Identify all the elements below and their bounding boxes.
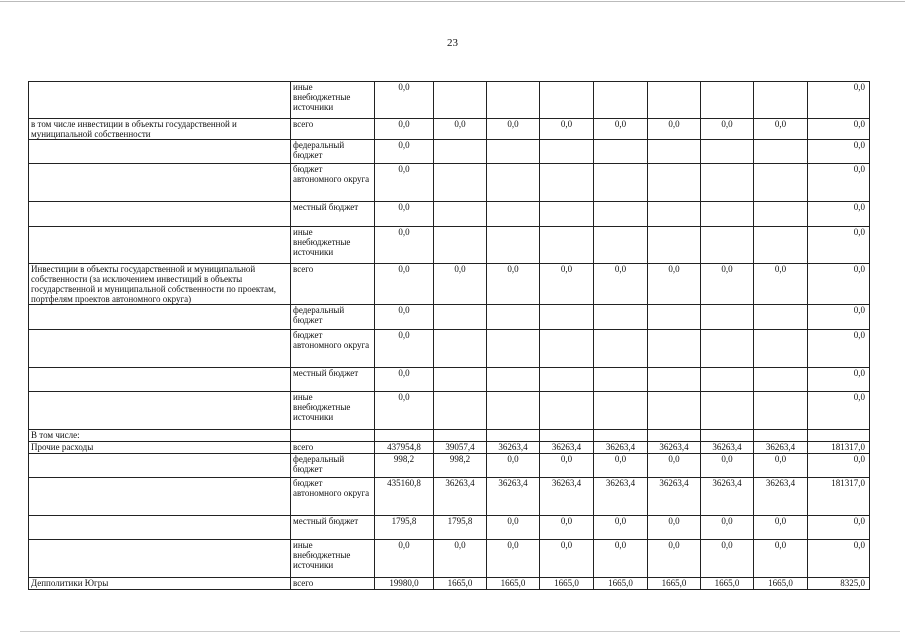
funding-source: иные внебюджетные источники: [291, 227, 375, 264]
funding-source: иные внебюджетные источники: [291, 540, 375, 578]
budget-table: [28, 81, 870, 590]
value-cell: 0,0: [594, 540, 648, 578]
row-label: [29, 202, 291, 227]
value-cell: 0,0: [648, 540, 701, 578]
row-label: [29, 540, 291, 578]
value-cell: 0,0: [701, 119, 754, 140]
value-cell: 36263,4: [487, 478, 540, 516]
value-cell: 1665,0: [594, 578, 648, 590]
funding-source: бюджет автономного округа: [291, 164, 375, 202]
funding-source: местный бюджет: [291, 368, 375, 392]
funding-source: федеральный бюджет: [291, 454, 375, 478]
total-cell: 0,0: [808, 540, 870, 578]
value-cell: [648, 140, 701, 164]
row-label: Депполитики Югры: [29, 578, 291, 590]
total-cell: 0,0: [808, 140, 870, 164]
value-cell: [487, 305, 540, 330]
value-cell: [701, 392, 754, 430]
scan-edge-bottom: [20, 631, 900, 632]
value-cell: [487, 368, 540, 392]
funding-source: всего: [291, 578, 375, 590]
value-cell: [434, 140, 487, 164]
total-cell: 0,0: [808, 305, 870, 330]
value-cell: 0,0: [375, 540, 434, 578]
value-cell: [701, 164, 754, 202]
value-cell: 0,0: [594, 516, 648, 540]
value-cell: [754, 164, 808, 202]
total-cell: 0,0: [808, 368, 870, 392]
value-cell: [434, 227, 487, 264]
value-cell: [434, 305, 487, 330]
total-cell: 0,0: [808, 516, 870, 540]
row-label: [29, 82, 291, 119]
value-cell: [540, 227, 594, 264]
funding-source: местный бюджет: [291, 516, 375, 540]
row-label: [29, 478, 291, 516]
value-cell: 0,0: [375, 202, 434, 227]
value-cell: [594, 227, 648, 264]
funding-source: иные внебюджетные источники: [291, 82, 375, 119]
value-cell: 0,0: [648, 264, 701, 305]
value-cell: 435160,8: [375, 478, 434, 516]
value-cell: [434, 202, 487, 227]
value-cell: [487, 392, 540, 430]
value-cell: [754, 305, 808, 330]
value-cell: 0,0: [375, 368, 434, 392]
value-cell: 437954,8: [375, 442, 434, 454]
value-cell: 36263,4: [648, 442, 701, 454]
value-cell: 36263,4: [487, 442, 540, 454]
value-cell: [434, 330, 487, 368]
value-cell: 1665,0: [754, 578, 808, 590]
value-cell: [648, 202, 701, 227]
value-cell: [540, 140, 594, 164]
value-cell: 998,2: [375, 454, 434, 478]
value-cell: 0,0: [375, 119, 434, 140]
total-cell: 0,0: [808, 454, 870, 478]
value-cell: 36263,4: [594, 442, 648, 454]
table-row: [29, 368, 870, 392]
row-label: Инвестиции в объекты государственной и муниципальной собственности (за исключением инвестиций в объекты государственной и муниципальной собственности по проектам, портфелям проектов автономного округа): [29, 264, 291, 305]
value-cell: [754, 330, 808, 368]
value-cell: 0,0: [594, 264, 648, 305]
value-cell: 0,0: [375, 164, 434, 202]
value-cell: [701, 140, 754, 164]
table-row: [29, 202, 870, 227]
value-cell: 0,0: [594, 119, 648, 140]
value-cell: [487, 330, 540, 368]
value-cell: [648, 82, 701, 119]
value-cell: [754, 368, 808, 392]
value-cell: 36263,4: [434, 478, 487, 516]
value-cell: [434, 368, 487, 392]
table-row: [29, 516, 870, 540]
value-cell: [754, 430, 808, 442]
funding-source: [291, 430, 375, 442]
funding-source: бюджет автономного округа: [291, 330, 375, 368]
value-cell: [434, 392, 487, 430]
table-row: [29, 392, 870, 430]
value-cell: [754, 140, 808, 164]
value-cell: [754, 82, 808, 119]
value-cell: 19980,0: [375, 578, 434, 590]
row-label: [29, 305, 291, 330]
total-cell: 0,0: [808, 119, 870, 140]
table-row: [29, 164, 870, 202]
value-cell: 39057,4: [434, 442, 487, 454]
value-cell: [648, 392, 701, 430]
table-row: [29, 82, 870, 119]
value-cell: [375, 430, 434, 442]
funding-source: федеральный бюджет: [291, 305, 375, 330]
page-number: 23: [447, 37, 458, 49]
value-cell: [701, 368, 754, 392]
value-cell: [487, 140, 540, 164]
value-cell: 0,0: [701, 540, 754, 578]
value-cell: 0,0: [701, 454, 754, 478]
value-cell: 0,0: [487, 516, 540, 540]
value-cell: [487, 430, 540, 442]
value-cell: [648, 368, 701, 392]
total-cell: 0,0: [808, 330, 870, 368]
value-cell: 1665,0: [487, 578, 540, 590]
row-label: [29, 227, 291, 264]
row-label: [29, 330, 291, 368]
value-cell: [434, 164, 487, 202]
value-cell: 1795,8: [434, 516, 487, 540]
value-cell: 1795,8: [375, 516, 434, 540]
value-cell: [701, 202, 754, 227]
value-cell: [540, 392, 594, 430]
value-cell: 0,0: [375, 140, 434, 164]
value-cell: [701, 227, 754, 264]
value-cell: 0,0: [754, 264, 808, 305]
value-cell: [540, 202, 594, 227]
value-cell: [540, 368, 594, 392]
value-cell: 0,0: [540, 516, 594, 540]
value-cell: 36263,4: [701, 478, 754, 516]
value-cell: 1665,0: [434, 578, 487, 590]
table-row: [29, 540, 870, 578]
value-cell: 0,0: [540, 119, 594, 140]
value-cell: 0,0: [375, 82, 434, 119]
value-cell: [701, 430, 754, 442]
funding-source: иные внебюджетные источники: [291, 392, 375, 430]
table-row: [29, 264, 870, 305]
table-row: [29, 454, 870, 478]
row-label: [29, 516, 291, 540]
value-cell: [540, 305, 594, 330]
value-cell: 0,0: [754, 454, 808, 478]
value-cell: 1665,0: [540, 578, 594, 590]
value-cell: 0,0: [701, 264, 754, 305]
value-cell: 36263,4: [754, 478, 808, 516]
row-label: [29, 368, 291, 392]
row-label: [29, 392, 291, 430]
value-cell: [648, 305, 701, 330]
value-cell: [648, 330, 701, 368]
value-cell: 0,0: [648, 516, 701, 540]
total-cell: 0,0: [808, 82, 870, 119]
value-cell: 36263,4: [594, 478, 648, 516]
value-cell: [594, 82, 648, 119]
total-cell: 8325,0: [808, 578, 870, 590]
total-cell: [808, 430, 870, 442]
value-cell: 0,0: [487, 119, 540, 140]
value-cell: 0,0: [540, 454, 594, 478]
value-cell: 0,0: [754, 516, 808, 540]
value-cell: [701, 330, 754, 368]
total-cell: 181317,0: [808, 478, 870, 516]
value-cell: [540, 164, 594, 202]
value-cell: [594, 202, 648, 227]
value-cell: [434, 82, 487, 119]
value-cell: 998,2: [434, 454, 487, 478]
row-label: В том числе:: [29, 430, 291, 442]
table-row: [29, 227, 870, 264]
funding-source: федеральный бюджет: [291, 140, 375, 164]
value-cell: [594, 392, 648, 430]
value-cell: 0,0: [375, 330, 434, 368]
value-cell: 0,0: [540, 540, 594, 578]
value-cell: [701, 305, 754, 330]
row-label: Прочие расходы: [29, 442, 291, 454]
value-cell: 0,0: [754, 540, 808, 578]
value-cell: [754, 202, 808, 227]
value-cell: [487, 227, 540, 264]
value-cell: [487, 202, 540, 227]
funding-source: бюджет автономного округа: [291, 478, 375, 516]
table-row: [29, 442, 870, 454]
value-cell: [540, 330, 594, 368]
funding-source: всего: [291, 264, 375, 305]
table-row: [29, 478, 870, 516]
table-row: [29, 119, 870, 140]
scan-edge-top: [0, 1, 905, 2]
value-cell: 0,0: [648, 119, 701, 140]
value-cell: 0,0: [375, 305, 434, 330]
value-cell: 0,0: [375, 264, 434, 305]
value-cell: [594, 164, 648, 202]
value-cell: [594, 140, 648, 164]
value-cell: [540, 82, 594, 119]
value-cell: [487, 164, 540, 202]
value-cell: [487, 82, 540, 119]
value-cell: 36263,4: [754, 442, 808, 454]
value-cell: 36263,4: [648, 478, 701, 516]
funding-source: местный бюджет: [291, 202, 375, 227]
table-row: [29, 140, 870, 164]
table-row: [29, 578, 870, 590]
total-cell: 0,0: [808, 227, 870, 264]
value-cell: 0,0: [434, 540, 487, 578]
table-row: [29, 430, 870, 442]
total-cell: 0,0: [808, 202, 870, 227]
value-cell: [701, 82, 754, 119]
value-cell: 0,0: [487, 454, 540, 478]
value-cell: 0,0: [375, 392, 434, 430]
value-cell: 36263,4: [540, 478, 594, 516]
table-row: [29, 305, 870, 330]
value-cell: 0,0: [594, 454, 648, 478]
row-label: [29, 164, 291, 202]
value-cell: 0,0: [701, 516, 754, 540]
table-row: [29, 330, 870, 368]
value-cell: 0,0: [375, 227, 434, 264]
value-cell: [594, 368, 648, 392]
value-cell: 36263,4: [540, 442, 594, 454]
value-cell: 0,0: [434, 264, 487, 305]
funding-source: всего: [291, 442, 375, 454]
value-cell: [594, 330, 648, 368]
total-cell: 0,0: [808, 392, 870, 430]
value-cell: [754, 227, 808, 264]
total-cell: 0,0: [808, 264, 870, 305]
value-cell: 1665,0: [648, 578, 701, 590]
value-cell: 1665,0: [701, 578, 754, 590]
value-cell: [594, 305, 648, 330]
value-cell: [648, 227, 701, 264]
total-cell: 181317,0: [808, 442, 870, 454]
value-cell: [540, 430, 594, 442]
row-label: [29, 140, 291, 164]
value-cell: 36263,4: [701, 442, 754, 454]
total-cell: 0,0: [808, 164, 870, 202]
value-cell: 0,0: [487, 264, 540, 305]
funding-source: всего: [291, 119, 375, 140]
value-cell: [594, 430, 648, 442]
value-cell: [648, 164, 701, 202]
value-cell: 0,0: [434, 119, 487, 140]
row-label: [29, 454, 291, 478]
row-label: в том числе инвестиции в объекты государственной и муниципальной собственности: [29, 119, 291, 140]
value-cell: 0,0: [540, 264, 594, 305]
value-cell: [648, 430, 701, 442]
value-cell: [434, 430, 487, 442]
value-cell: 0,0: [754, 119, 808, 140]
value-cell: 0,0: [648, 454, 701, 478]
value-cell: [754, 392, 808, 430]
value-cell: 0,0: [487, 540, 540, 578]
